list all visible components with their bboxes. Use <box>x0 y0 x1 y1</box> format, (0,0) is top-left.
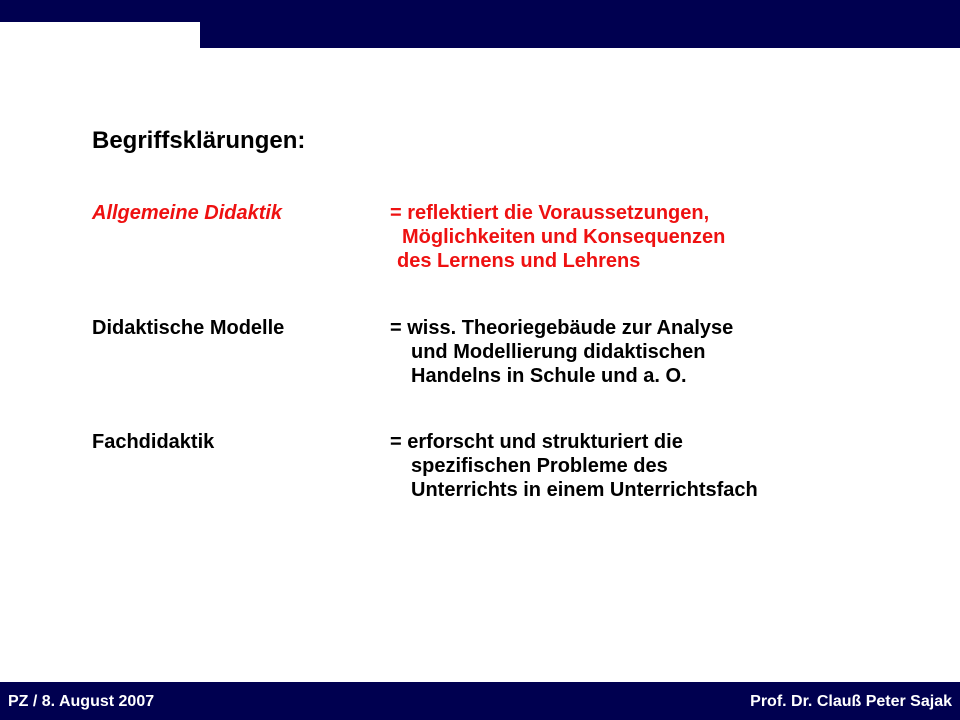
footer-date: PZ / 8. August 2007 <box>8 693 155 710</box>
term-fachdidaktik: Fachdidaktik <box>92 431 215 453</box>
definition-line: Unterrichts in einem Unterrichtsfach <box>411 479 758 501</box>
term-didaktische-modelle: Didaktische Modelle <box>92 317 285 339</box>
top-banner-notch <box>0 22 200 48</box>
definition-line: = wiss. Theoriegebäude zur Analyse <box>390 317 734 339</box>
term-allgemeine-didaktik: Allgemeine Didaktik <box>92 202 283 224</box>
definition-line: = erforscht und strukturiert die <box>390 431 683 453</box>
definition-line: Möglichkeiten und Konsequenzen <box>402 226 726 248</box>
footer-author: Prof. Dr. Clauß Peter Sajak <box>750 693 952 710</box>
definition-fachdidaktik <box>390 430 758 502</box>
definition-line: = reflektiert die Voraussetzungen, <box>390 202 710 224</box>
definition-line: spezifischen Probleme des <box>411 455 668 477</box>
definition-line: Handelns in Schule und a. O. <box>411 365 687 387</box>
footer-bar <box>0 682 960 720</box>
definition-line: und Modellierung didaktischen <box>411 341 706 363</box>
definition-didaktische-modelle <box>390 316 733 388</box>
definition-line: des Lernens und Lehrens <box>397 250 641 272</box>
slide-heading: Begriffsklärungen: <box>92 127 306 154</box>
definition-allgemeine-didaktik <box>390 201 725 273</box>
